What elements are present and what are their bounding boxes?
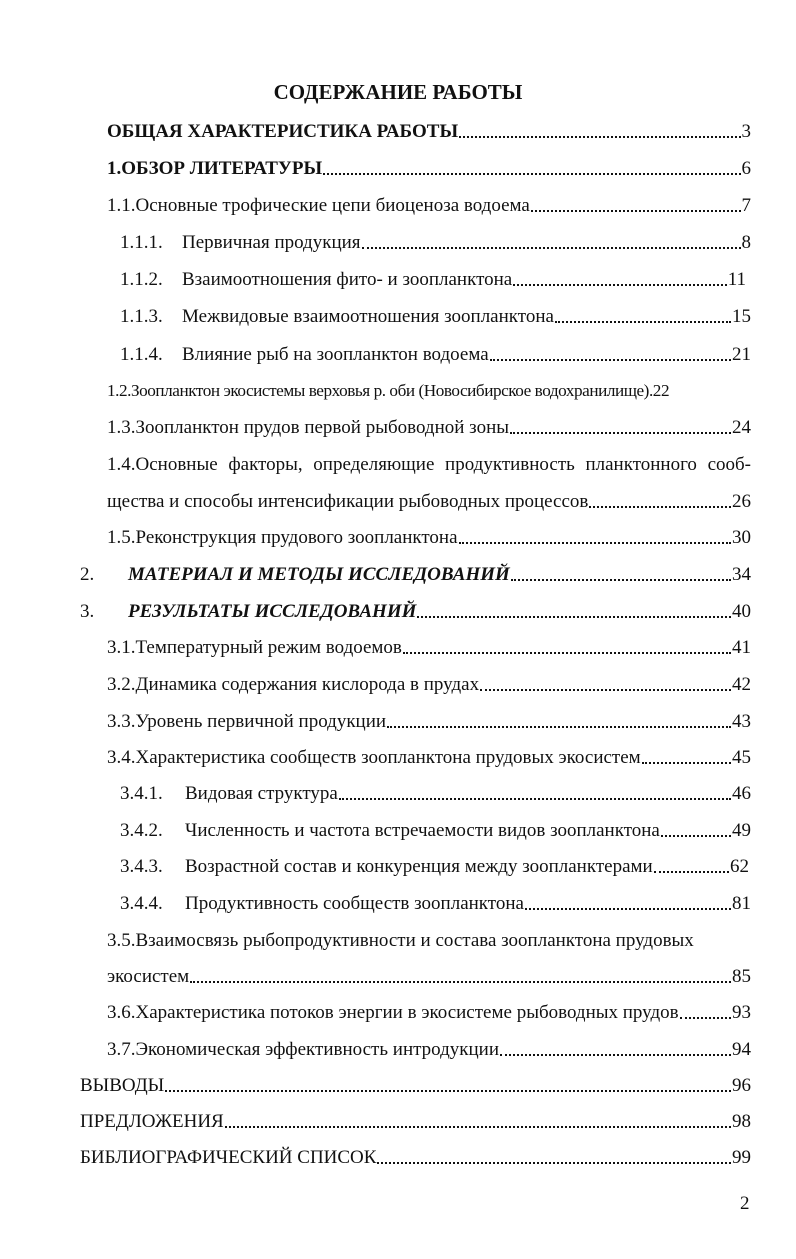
toc-entry-page: 93 (732, 1002, 751, 1023)
toc-leader-dots (589, 506, 731, 508)
toc-entry-label: БИБЛИОГРАФИЧЕСКИЙ СПИСОК (80, 1147, 377, 1168)
toc-entry-label: Экономическая эффективность интродукции (135, 1039, 499, 1060)
toc-entry[interactable] (120, 851, 749, 879)
toc-entry-page: 7 (741, 195, 751, 216)
toc-entry-label: Продуктивность сообществ зоопланктона (185, 893, 524, 914)
toc-entry[interactable] (80, 1070, 751, 1098)
toc-entry[interactable] (107, 997, 751, 1025)
toc-entry-label: Зоопланктон экосистемы верховья р. оби (Новосибирское водохранилище).22 (130, 381, 670, 400)
toc-leader-dots (511, 579, 731, 581)
toc-entry-number: 3.4.3. (120, 856, 163, 877)
toc-entry-page: 96 (732, 1075, 751, 1096)
toc-entry[interactable] (107, 925, 747, 953)
toc-entry-number: 1.1. (107, 195, 136, 216)
toc-entry[interactable] (107, 375, 751, 403)
toc-entry-number: 1.4. (107, 454, 136, 475)
toc-leader-dots (165, 1090, 731, 1092)
toc-entry-number: 1.1.1. (120, 232, 163, 253)
toc-entry[interactable] (80, 1142, 751, 1170)
toc-entry[interactable] (107, 669, 751, 697)
toc-entry-page: 62 (730, 856, 749, 877)
toc-entry-page: 6 (741, 158, 751, 179)
toc-entry-number: 3.7. (107, 1039, 136, 1060)
toc-entry-page: 21 (732, 344, 751, 365)
toc-entry-page: 43 (732, 711, 751, 732)
toc-leader-dots (555, 321, 731, 323)
toc-entry-number: 3.4.2. (120, 820, 163, 841)
toc-entry[interactable] (107, 522, 751, 550)
toc-entry-page: 26 (732, 491, 751, 512)
toc-leader-dots (642, 762, 731, 764)
page-number: 2 (740, 1193, 750, 1214)
toc-entry-number: 1.2. (107, 381, 131, 400)
toc-leader-dots (510, 432, 731, 434)
toc-entry-label: Влияние рыб на зоопланктон водоема (182, 344, 489, 365)
toc-entry-page: 99 (732, 1147, 751, 1168)
toc-entry-label: Межвидовые взаимоотношения зоопланктона (182, 306, 554, 327)
toc-entry[interactable] (107, 742, 751, 770)
toc-entry-page: 24 (732, 417, 751, 438)
toc-entry-label: Первичная продукция (182, 232, 361, 253)
toc-entry-label: Возрастной состав и конкуренция между зоопланктерами (185, 856, 653, 877)
toc-entry[interactable] (80, 596, 751, 624)
toc-leader-dots (403, 652, 731, 654)
toc-entry[interactable] (107, 153, 751, 181)
toc-entry[interactable] (107, 190, 751, 218)
toc-leader-dots (480, 689, 731, 691)
toc-entry-label: Температурный режим водоемов (135, 637, 402, 658)
toc-leader-dots (525, 908, 731, 910)
toc-leader-dots (459, 542, 731, 544)
toc-entry-label: Динамика содержания кислорода в прудах (135, 674, 480, 695)
toc-entry-number: 1.1.4. (120, 344, 163, 365)
toc-entry[interactable] (120, 888, 751, 916)
toc-leader-dots (680, 1017, 731, 1019)
toc-entry[interactable] (107, 706, 751, 734)
toc-entry-number: 2. (80, 564, 95, 585)
toc-entry-label: Численность и частота встречаемости видов зоопланктона (185, 820, 660, 841)
toc-entry[interactable] (107, 116, 751, 144)
toc-entry-page: 40 (732, 601, 751, 622)
toc-entry-label: Взаимосвязь рыбопродуктивности и состава зоопланктона прудовых (135, 930, 694, 951)
toc-entry[interactable] (120, 227, 751, 255)
toc-leader-dots (339, 798, 731, 800)
toc-entry-page: 3 (741, 121, 751, 142)
toc-entry-label: ПРЕДЛОЖЕНИЯ (80, 1111, 224, 1132)
toc-entry-page: 41 (732, 637, 751, 658)
toc-entry-page: 98 (732, 1111, 751, 1132)
toc-entry-label: МАТЕРИАЛ И МЕТОДЫ ИССЛЕДОВАНИЙ (128, 564, 510, 585)
toc-leader-dots (323, 173, 740, 175)
toc-entry-page: 81 (732, 893, 751, 914)
toc-entry[interactable] (107, 486, 751, 514)
toc-entry-page: 8 (741, 232, 751, 253)
toc-entry[interactable] (120, 339, 751, 367)
toc-entry-label: Взаимоотношения фито- и зоопланктона (182, 269, 513, 290)
toc-entry-page: 42 (732, 674, 751, 695)
toc-entry-label: ОБЩАЯ ХАРАКТЕРИСТИКА РАБОТЫ (107, 121, 459, 142)
toc-entry-page: 15 (732, 306, 751, 327)
toc-leader-dots (661, 835, 731, 837)
toc-entry-page: 49 (732, 820, 751, 841)
toc-entry-number: 3.5. (107, 930, 136, 951)
toc-entry-label: Реконструкция прудового зоопланктона (135, 527, 458, 548)
toc-entry-label: Основные трофические цепи биоценоза водоема (135, 195, 530, 216)
toc-entry-label: ОБЗОР ЛИТЕРАТУРЫ (121, 158, 323, 179)
contents-title: СОДЕРЖАНИЕ РАБОТЫ (273, 80, 523, 104)
toc-entry-number: 1.3. (107, 417, 136, 438)
toc-entry-page: 45 (732, 747, 751, 768)
toc-leader-dots (377, 1162, 731, 1164)
toc-entry-label: Основные факторы, определяющие продуктивность планктонного сооб- (135, 454, 751, 475)
toc-leader-dots (459, 136, 740, 138)
toc-entry-page: 46 (732, 783, 751, 804)
toc-entry-label: ВЫВОДЫ (80, 1075, 165, 1096)
toc-entry-label: щества и способы интенсификации рыбоводных процессов (107, 491, 589, 512)
toc-entry-number: 1. (107, 158, 122, 179)
toc-leader-dots (387, 726, 731, 728)
toc-entry[interactable] (107, 961, 751, 989)
toc-leader-dots (500, 1054, 731, 1056)
toc-entry-number: 1.1.3. (120, 306, 163, 327)
toc-entry[interactable] (80, 1106, 751, 1134)
toc-leader-dots (490, 359, 731, 361)
toc-entry-page: 30 (732, 527, 751, 548)
toc-entry-label: РЕЗУЛЬТАТЫ ИССЛЕДОВАНИЙ (128, 601, 417, 622)
toc-entry-page: 34 (732, 564, 751, 585)
toc-entry[interactable] (120, 815, 751, 843)
toc-leader-dots (417, 616, 731, 618)
toc-entry-page: 85 (732, 966, 751, 987)
toc-entry[interactable] (107, 1034, 751, 1062)
toc-entry-number: 3.2. (107, 674, 136, 695)
toc-entry-number: 3.3. (107, 711, 136, 732)
toc-entry-number: 3.4.4. (120, 893, 163, 914)
toc-entry-number: 3.4. (107, 747, 136, 768)
toc-leader-dots (190, 981, 731, 983)
toc-leader-dots (513, 284, 726, 286)
toc-entry-number: 1.5. (107, 527, 136, 548)
toc-entry-label: Характеристика сообществ зоопланктона прудовых экосистем (135, 747, 641, 768)
toc-entry[interactable] (107, 632, 751, 660)
toc-entry[interactable] (120, 301, 751, 329)
toc-entry[interactable] (107, 449, 751, 477)
toc-entry-number: 3.4.1. (120, 783, 163, 804)
toc-entry-page: 94 (732, 1039, 751, 1060)
toc-leader-dots (654, 871, 729, 873)
toc-entry[interactable] (107, 412, 751, 440)
toc-entry-label: Характеристика потоков энергии в экосистеме рыбоводных прудов (135, 1002, 679, 1023)
toc-entry-label: Уровень первичной продукции (135, 711, 387, 732)
toc-entry[interactable] (120, 264, 746, 292)
toc-leader-dots (225, 1126, 731, 1128)
toc-leader-dots (531, 210, 741, 212)
toc-entry-number: 3.6. (107, 1002, 136, 1023)
toc-entry-number: 1.1.2. (120, 269, 163, 290)
toc-entry-page: 11 (727, 269, 746, 290)
toc-entry[interactable] (80, 559, 751, 587)
toc-leader-dots (362, 247, 741, 249)
toc-entry-label: Зоопланктон прудов первой рыбоводной зоны (135, 417, 509, 438)
toc-entry-label: Видовая структура (185, 783, 338, 804)
toc-entry-label: экосистем (107, 966, 190, 987)
toc-entry-number: 3.1. (107, 637, 136, 658)
toc-entry[interactable] (120, 778, 751, 806)
toc-entry-number: 3. (80, 601, 95, 622)
